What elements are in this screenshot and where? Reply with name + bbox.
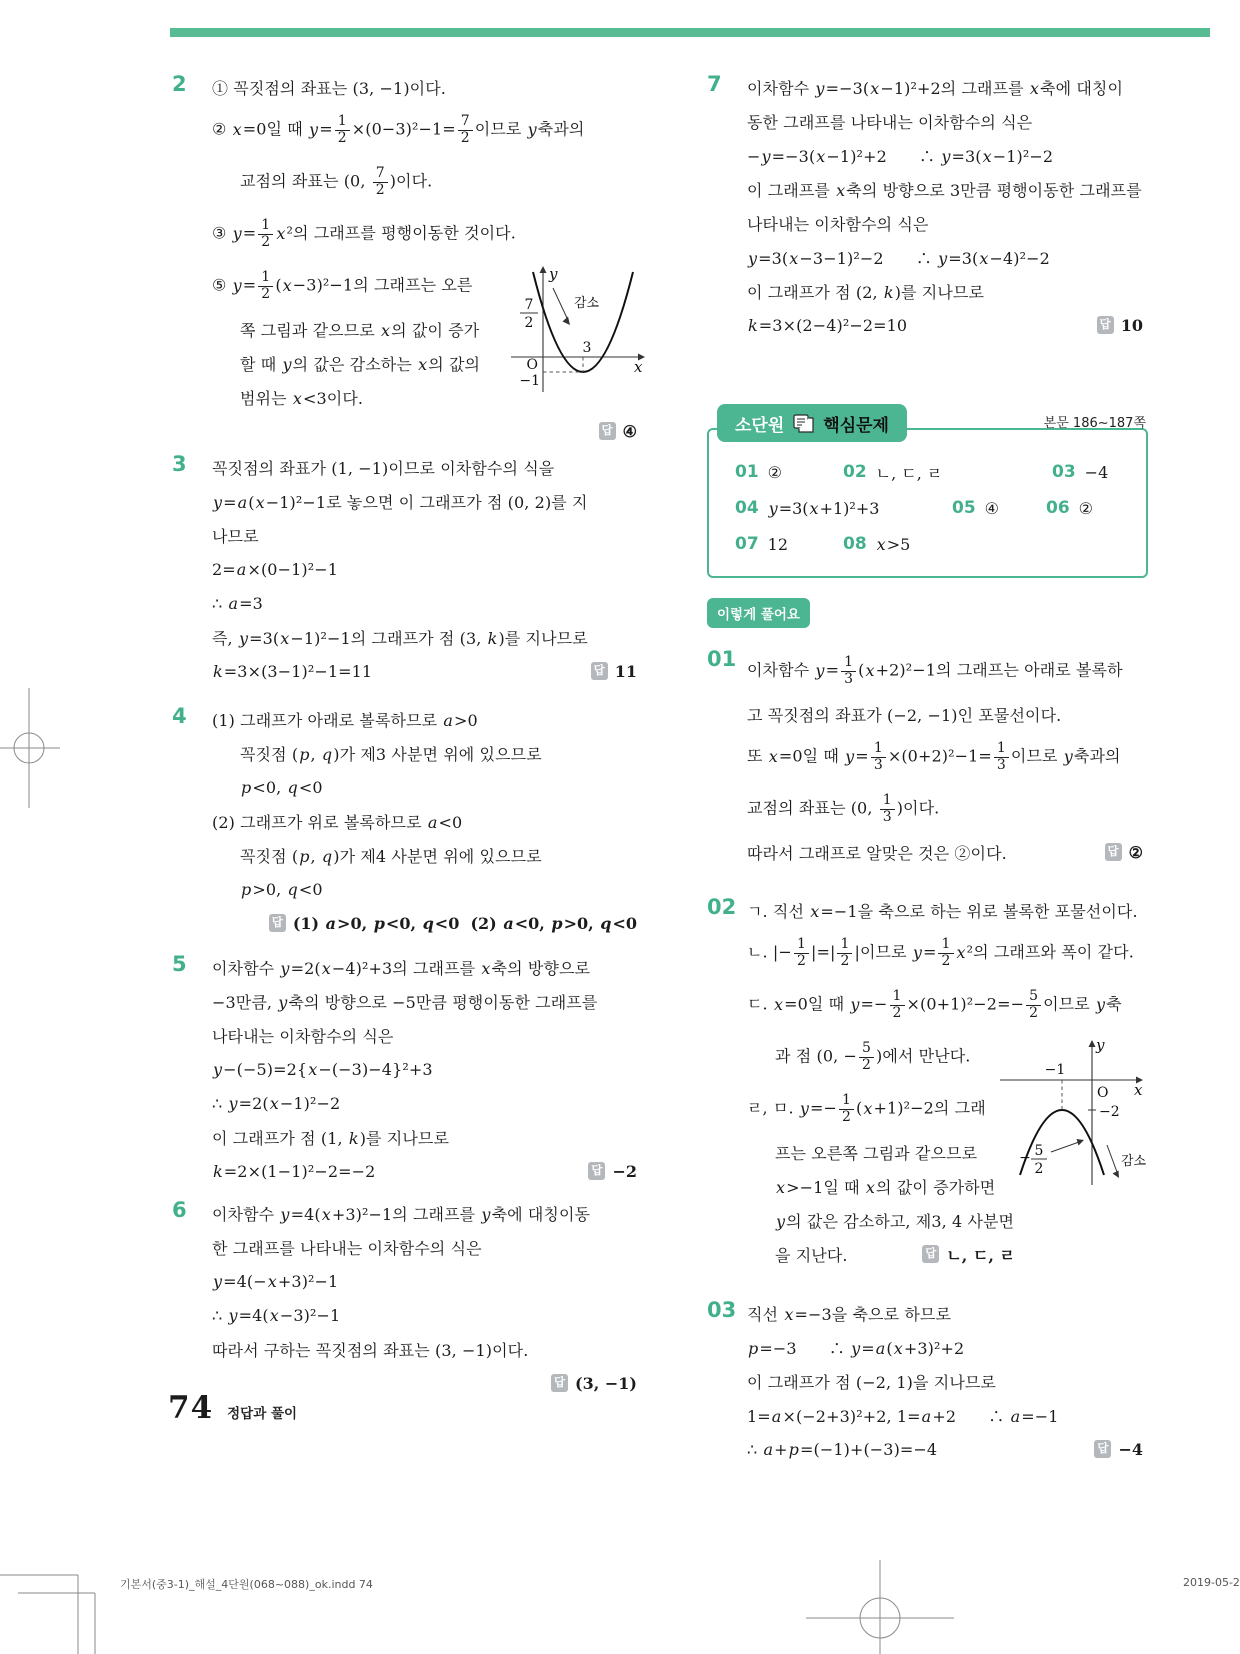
decrease-label: 감소 bbox=[574, 296, 600, 311]
text-line: 꼭짓점의 좌표가 (1, −1)이므로 이차함수의 식을 bbox=[212, 458, 555, 478]
key-box-page-ref: 본문 186~187쪽 bbox=[1043, 416, 1146, 431]
text-line: ㄴ. |− $\frac{1}{2}$ |=| $\frac{1}{2}$ |이므로 y= $\frac{1}{2}$ x²의 그래프와 폭이 같다. bbox=[747, 935, 1134, 969]
answer bbox=[591, 662, 637, 681]
problem-number: 3 bbox=[172, 452, 187, 476]
text-line: ㄱ. 직선 x=−1을 축으로 하는 위로 볼록한 포물선이다. bbox=[747, 901, 1138, 921]
text-line: 이차함수 y=−3(x−1)²+2의 그래프를 x축에 대칭이 bbox=[747, 78, 1124, 98]
y-intercept-denominator: 2 bbox=[1034, 1161, 1044, 1177]
text-line: 꼭짓점 (p, q)가 제3 사분면 위에 있으므로 bbox=[240, 744, 542, 764]
key-answer-03: 03 −4 bbox=[1052, 462, 1109, 482]
answer-badge: 답 bbox=[599, 422, 616, 441]
text-line: y=a(x−1)²−1로 놓으면 이 그래프가 점 (0, 2)를 지 bbox=[213, 492, 588, 512]
y-intercept-denominator: 2 bbox=[524, 315, 534, 331]
text-line: 이차함수 y=2(x−4)²+3의 그래프를 x축의 방향으로 bbox=[212, 958, 591, 978]
answer-value: ④ bbox=[622, 421, 637, 441]
solution-number: 03 bbox=[707, 1298, 737, 1322]
text-line: 동한 그래프를 나타내는 이차함수의 식은 bbox=[747, 112, 1033, 132]
y-intercept-numerator: 5 bbox=[1034, 1143, 1044, 1159]
text-line: 즉, y=3(x−1)²−1의 그래프가 점 (3, k)를 지나므로 bbox=[212, 628, 588, 648]
problem-7 bbox=[707, 70, 1143, 342]
answer-value: ② bbox=[1128, 842, 1143, 862]
y-intercept-sign: − bbox=[1019, 1150, 1031, 1166]
text-line: −3만큼, y축의 방향으로 −5만큼 평행이동한 그래프를 bbox=[212, 992, 598, 1012]
text-line: 2=a×(0−1)²−1 bbox=[212, 559, 338, 579]
text-line: ∴ y=4(x−3)²−1 bbox=[212, 1305, 341, 1325]
key-answer-row bbox=[735, 526, 1146, 562]
text-line: 이 그래프가 점 (−2, 1)을 지나므로 bbox=[747, 1372, 996, 1392]
text-line: ① 꼭짓점의 좌표는 (3, −1)이다. bbox=[212, 78, 446, 98]
page-footer bbox=[168, 1390, 297, 1426]
text-line: ∴ y=2(x−1)²−2 bbox=[212, 1093, 341, 1113]
text-line: 따라서 구하는 꼭짓점의 좌표는 (3, −1)이다. bbox=[212, 1340, 529, 1360]
answer bbox=[1097, 316, 1143, 335]
text-line: 1=a×(−2+3)²+2, 1=a+2 ∴ a=−1 bbox=[747, 1406, 1059, 1426]
solution-number: 02 bbox=[707, 895, 737, 919]
answer bbox=[551, 1374, 637, 1393]
answer-value: −2 bbox=[612, 1161, 637, 1181]
answer-value: (1) a>0, p<0, q<0 (2) a<0, p>0, q<0 bbox=[292, 913, 637, 933]
key-box-tab-label: 소단원 bbox=[735, 415, 785, 436]
answer-badge: 답 bbox=[1105, 843, 1122, 862]
answer-badge: 답 bbox=[588, 1162, 605, 1181]
how-to-solve-badge: 이렇게 풀어요 bbox=[707, 598, 810, 628]
key-answer-04: 04 y=3(x+1)²+3 bbox=[735, 498, 880, 518]
registration-mark-left bbox=[0, 688, 62, 808]
y-level-neg2: −2 bbox=[1099, 1104, 1120, 1120]
key-answer-06: 06 ② bbox=[1046, 498, 1094, 518]
origin-label: O bbox=[526, 357, 538, 373]
key-answer-row bbox=[735, 490, 1146, 526]
text-line: 나므로 bbox=[212, 526, 259, 546]
page-number: 74 bbox=[168, 1390, 214, 1426]
answer bbox=[599, 422, 637, 441]
text-line: 고 꼭짓점의 좌표가 (−2, −1)인 포물선이다. bbox=[747, 705, 1062, 725]
text-line: y의 값은 감소하고, 제3, 4 사분면 bbox=[776, 1211, 1015, 1231]
x-tick-neg1: −1 bbox=[1044, 1062, 1066, 1078]
text-line: 이차함수 y=4(x+3)²−1의 그래프를 y축에 대칭이동 bbox=[212, 1204, 591, 1224]
text-line: 따라서 그래프로 알맞은 것은 ②이다. 답 ② bbox=[747, 842, 1143, 863]
print-filename: 기본서(중3-1)_해설_4단원(068~088)_ok.indd 74 bbox=[120, 1578, 373, 1591]
text-line: ③ y= $\frac{1}{2}$ x²의 그래프를 평행이동한 것이다. bbox=[212, 216, 516, 250]
problem-7-body bbox=[747, 70, 1143, 342]
solution-number: 01 bbox=[707, 647, 737, 671]
x-axis-label: x bbox=[634, 358, 643, 376]
text-line bbox=[212, 414, 637, 448]
answer bbox=[269, 914, 637, 933]
problem-3 bbox=[172, 450, 637, 688]
solution-01 bbox=[707, 645, 1143, 869]
solution-03-body bbox=[747, 1296, 1143, 1466]
text-line: 이 그래프가 점 (2, k)를 지나므로 bbox=[747, 282, 984, 302]
text-line: p<0, q<0 bbox=[241, 777, 323, 797]
y-axis-label: y bbox=[549, 265, 558, 283]
text-line: 교점의 좌표는 (0, $\frac{7}{2}$ )이다. bbox=[240, 164, 433, 198]
text-line: x>−1일 때 x의 값이 증가하면 bbox=[776, 1177, 996, 1197]
problem-4 bbox=[172, 702, 637, 940]
registration-mark-bottom bbox=[806, 1560, 956, 1654]
key-problems-box bbox=[707, 404, 1148, 578]
solution-02 bbox=[707, 893, 1147, 1271]
answer-badge: 답 bbox=[1097, 316, 1114, 335]
text-line: (1) 그래프가 아래로 볼록하므로 a>0 bbox=[212, 710, 478, 730]
key-answers-grid bbox=[707, 428, 1148, 578]
answer-badge: 답 bbox=[591, 662, 608, 681]
answer bbox=[588, 1162, 637, 1181]
text-line: 과 점 (0, − $\frac{5}{2}$ )에서 만난다. bbox=[775, 1039, 971, 1073]
problem-2 bbox=[172, 70, 643, 448]
text-line: 프는 오른쪽 그림과 같으므로 bbox=[775, 1143, 978, 1163]
key-answer-05: 05 ④ bbox=[952, 498, 1000, 518]
text-line: 이 그래프가 점 (1, k)를 지나므로 bbox=[212, 1128, 449, 1148]
text-line: 꼭짓점 (p, q)가 제4 사분면 위에 있으므로 bbox=[240, 846, 542, 866]
answer-value: −4 bbox=[1118, 1439, 1143, 1459]
answer bbox=[1105, 843, 1143, 862]
problem-5-body bbox=[212, 950, 637, 1188]
key-answer-08: 08 x>5 bbox=[843, 534, 911, 554]
y-intercept-numerator: 7 bbox=[524, 297, 534, 313]
text-line: ∴ a=3 bbox=[212, 593, 263, 613]
problem-number: 2 bbox=[172, 72, 187, 96]
text-line: y−(−5)=2{x−(−3)−4}²+3 bbox=[213, 1059, 433, 1079]
problem-number: 6 bbox=[172, 1198, 187, 1222]
x-axis-label: x bbox=[1134, 1081, 1143, 1099]
answer-value: 11 bbox=[614, 661, 637, 681]
solution02-parabola-graph bbox=[995, 1035, 1150, 1187]
text-line: ㄷ. x=0일 때 y=− $\frac{1}{2}$ ×(0+1)²−2=− $\frac{5}{2}$ 이므로 y축 bbox=[747, 987, 1122, 1021]
problem2-parabola-graph bbox=[503, 262, 648, 396]
decrease-label: 감소 bbox=[1121, 1154, 1147, 1169]
text-line: 범위는 x<3이다. bbox=[240, 388, 364, 408]
text-line: (2) 그래프가 위로 볼록하므로 a<0 bbox=[212, 812, 463, 832]
text-line: 나타내는 이차함수의 식은 bbox=[747, 214, 929, 234]
problem-number: 7 bbox=[707, 72, 722, 96]
text-line: p>0, q<0 bbox=[241, 879, 323, 899]
text-line: ∴ a+p=(−1)+(−3)=−4 답 −4 bbox=[747, 1439, 1143, 1459]
text-line: −y=−3(x−1)²+2 ∴ y=3(x−1)²−2 bbox=[747, 146, 1054, 166]
answer-value: ㄴ, ㄷ, ㄹ bbox=[946, 1245, 1015, 1265]
text-line: k=2×(1−1)²−2=−2 답 −2 bbox=[213, 1161, 637, 1181]
problem-number: 4 bbox=[172, 704, 187, 728]
print-date: 2019-05-2 bbox=[1183, 1576, 1240, 1589]
text-line: k=3×(3−1)²−1=11 답 11 bbox=[213, 661, 637, 681]
text-line: 직선 x=−3을 축으로 하므로 bbox=[747, 1304, 951, 1324]
answer bbox=[1094, 1440, 1143, 1459]
text-line: 쪽 그림과 같으므로 x의 값이 증가 bbox=[240, 320, 480, 340]
text-line: 할 때 y의 값은 감소하는 x의 값의 bbox=[240, 354, 481, 374]
key-box-tab bbox=[717, 404, 907, 442]
problem-4-body bbox=[212, 702, 637, 940]
text-line: 한 그래프를 나타내는 이차함수의 식은 bbox=[212, 1238, 482, 1258]
problem-6-body bbox=[212, 1196, 637, 1400]
key-answer-07: 07 12 bbox=[735, 534, 789, 554]
text-line: p=−3 ∴ y=a(x+3)²+2 bbox=[748, 1338, 965, 1358]
key-answer-02: 02 ㄴ, ㄷ, ㄹ bbox=[843, 462, 943, 483]
answer-value: (3, −1) bbox=[575, 1373, 637, 1393]
solution-01-body bbox=[747, 645, 1143, 869]
text-line: k=3×(2−4)²−2=10 답 10 bbox=[748, 315, 1143, 335]
page-footer-label: 정답과 풀이 bbox=[227, 1406, 298, 1422]
text-line: 나타내는 이차함수의 식은 bbox=[212, 1026, 394, 1046]
key-answer-01: 01 ② bbox=[735, 462, 783, 482]
text-line: 또 x=0일 때 y= $\frac{1}{3}$ ×(0+2)²−1= $\frac{1}{3}$ 이므로 y축과의 bbox=[747, 739, 1121, 773]
problem-5 bbox=[172, 950, 637, 1188]
answer-value: 10 bbox=[1120, 315, 1143, 335]
trim-mark-corner bbox=[0, 1500, 110, 1654]
answer bbox=[922, 1243, 1015, 1266]
solution-03 bbox=[707, 1296, 1143, 1466]
answer-badge: 답 bbox=[922, 1245, 939, 1264]
x-tick-3: 3 bbox=[582, 340, 592, 356]
text-line: 을 지난다. 답 ㄴ, ㄷ, ㄹ bbox=[747, 1237, 1015, 1271]
answer-badge: 답 bbox=[1094, 1440, 1111, 1459]
origin-label: O bbox=[1097, 1085, 1109, 1101]
text-line: ② x=0일 때 y= $\frac{1}{2}$ ×(0−3)²−1= $\frac{7}{2}$ 이므로 y축과의 bbox=[212, 112, 585, 146]
top-rule bbox=[170, 28, 1210, 37]
text-line: 교점의 좌표는 (0, $\frac{1}{3}$ )이다. bbox=[747, 791, 940, 825]
problem-number: 5 bbox=[172, 952, 187, 976]
key-answer-row bbox=[735, 454, 1146, 490]
problem-6 bbox=[172, 1196, 637, 1400]
answer-badge: 답 bbox=[269, 914, 286, 933]
text-line: ㄹ, ㅁ. y=− $\frac{1}{2}$ (x+1)²−2의 그래 bbox=[747, 1091, 986, 1125]
key-box-tab-title: 핵심문제 bbox=[823, 415, 889, 436]
text-line: y=4(−x+3)²−1 bbox=[213, 1271, 339, 1291]
text-line: 이차함수 y= $\frac{1}{3}$ (x+2)²−1의 그래프는 아래로 볼록하 bbox=[747, 653, 1123, 687]
document-icon bbox=[793, 414, 814, 433]
text-line: 이 그래프를 x축의 방향으로 3만큼 평행이동한 그래프를 bbox=[747, 180, 1142, 200]
text-line: ⑤ y= $\frac{1}{2}$ (x−3)²−1의 그래프는 오른 bbox=[212, 268, 473, 302]
answer-badge: 답 bbox=[551, 1374, 568, 1393]
text-line bbox=[212, 906, 637, 940]
y-tick-neg1: −1 bbox=[519, 373, 540, 389]
problem-3-body bbox=[212, 450, 637, 688]
y-axis-label: y bbox=[1096, 1036, 1105, 1054]
text-line: y=3(x−3−1)²−2 ∴ y=3(x−4)²−2 bbox=[748, 248, 1050, 268]
